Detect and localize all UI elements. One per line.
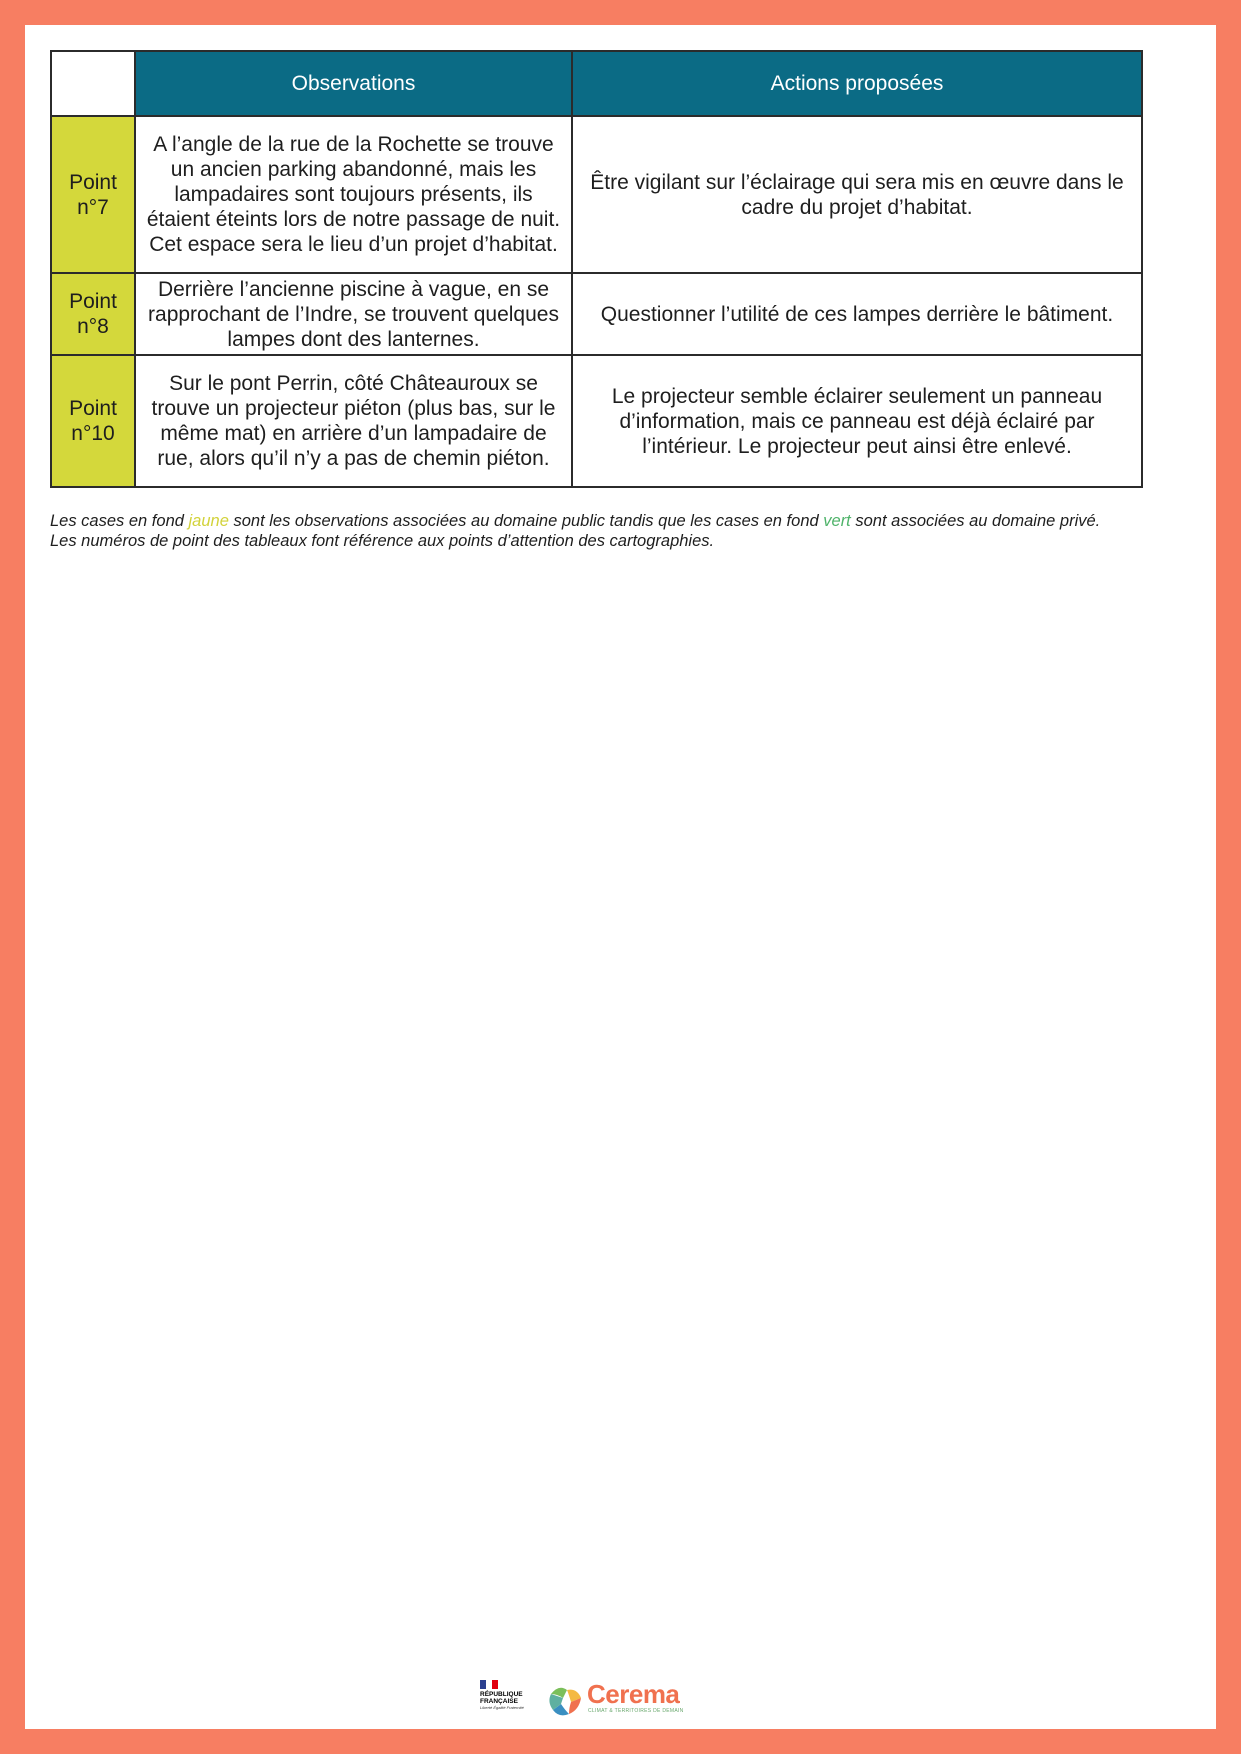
header-actions: Actions proposées bbox=[572, 51, 1142, 116]
table-row bbox=[51, 116, 1142, 273]
action-cell: Être vigilant sur l’éclairage qui sera mis en œuvre dans le cadre du projet d’habitat. bbox=[572, 116, 1142, 273]
observation-cell: Sur le pont Perrin, côté Châteauroux se trouve un projecteur piéton (plus bas, sur le même mat) en arrière d’un lampadaire de rue, alors qu’il n’y a pas de chemin piéton. bbox=[135, 355, 572, 487]
republique-label: RÉPUBLIQUE FRANÇAISE bbox=[480, 1691, 523, 1705]
cerema-wordmark: Cerema bbox=[587, 1679, 680, 1709]
note-text: Les cases en fond bbox=[50, 512, 189, 530]
table-header-row bbox=[51, 51, 1142, 116]
cerema-emblem-icon bbox=[545, 1680, 585, 1720]
observations-table bbox=[50, 50, 1143, 488]
observation-cell: A l’angle de la rue de la Rochette se trouve un ancien parking abandonné, mais les lampadaires sont toujours présents, ils étaient éteints lors de notre passage de nuit. Cet espace sera le lieu d’un projet d’habitat. bbox=[135, 116, 572, 273]
corner-cell bbox=[51, 51, 135, 116]
republique-francaise-logo bbox=[480, 1680, 530, 1720]
legend-note bbox=[50, 511, 1160, 551]
note-line2: Les numéros de point des tableaux font référence aux points d’attention des cartographies. bbox=[50, 532, 715, 550]
devise-label: Liberté Égalité Fraternité bbox=[480, 1705, 524, 1710]
action-cell: Le projecteur semble éclairer seulement un panneau d’information, mais ce panneau est déjà éclairé par l’intérieur. Le projecteur peut ainsi être enlevé. bbox=[572, 355, 1142, 487]
table-row bbox=[51, 355, 1142, 487]
cerema-tagline: CLIMAT & TERRITOIRES DE DEMAIN bbox=[588, 1708, 684, 1714]
point-label: Point n°8 bbox=[51, 273, 135, 355]
point-label: Point n°7 bbox=[51, 116, 135, 273]
flag-icon bbox=[480, 1680, 498, 1689]
note-vert: vert bbox=[823, 512, 851, 530]
cerema-logo bbox=[545, 1677, 685, 1723]
note-jaune: jaune bbox=[188, 512, 229, 530]
point-label: Point n°10 bbox=[51, 355, 135, 487]
table-row bbox=[51, 273, 1142, 355]
action-cell: Questionner l’utilité de ces lampes derrière le bâtiment. bbox=[572, 273, 1142, 355]
header-observations: Observations bbox=[135, 51, 572, 116]
observation-cell: Derrière l’ancienne piscine à vague, en se rapprochant de l’Indre, se trouvent quelques lampes dont des lanternes. bbox=[135, 273, 572, 355]
note-text: sont associées au domaine privé. bbox=[850, 512, 1101, 530]
note-text: sont les observations associées au domaine public tandis que les cases en fond bbox=[228, 512, 824, 530]
